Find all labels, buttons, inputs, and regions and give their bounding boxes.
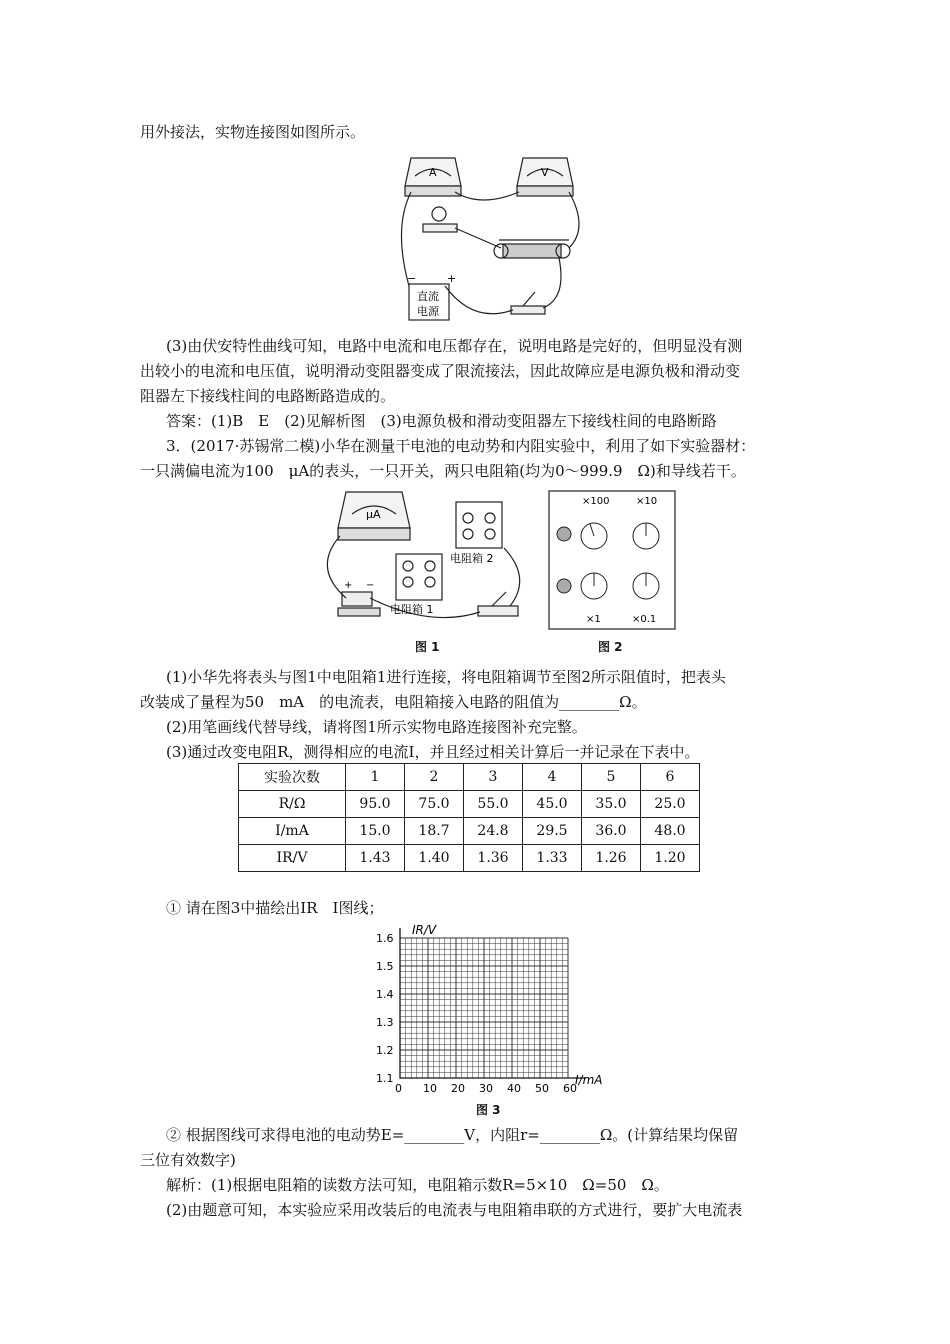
battery-minus: −	[366, 580, 375, 591]
x-tick-label: 50	[535, 1082, 549, 1095]
table-cell: 5	[582, 764, 641, 791]
text-line: ① 请在图3中描绘出IR I图线；	[166, 899, 384, 917]
table-cell: 55.0	[464, 791, 523, 818]
text-line: (3)通过改变电阻R，测得相应的电流I，并且经过相关计算后一并记录在下表中。	[166, 743, 700, 761]
table-cell: 1.33	[523, 845, 582, 872]
text-line: 答案：(1)B E (2)见解析图 (3)电源负极和滑动变阻器左下接线柱间的电路断路	[166, 412, 717, 430]
table-cell: 35.0	[582, 791, 641, 818]
table-row	[239, 845, 700, 872]
x-tick-label: 30	[479, 1082, 493, 1095]
text-line: (2)由题意可知，本实验应采用改装后的电流表与电阻箱串联的方式进行，要扩大电流表	[166, 1201, 743, 1219]
text-line: 3．(2017·苏锡常二模)小华在测量干电池的电动势和内阻实验中，利用了如下实验器材：	[166, 437, 756, 455]
table-cell: 1	[346, 764, 405, 791]
table-cell: R/Ω	[239, 791, 346, 818]
dial-x10-label: ×10	[636, 496, 658, 507]
table-cell: 95.0	[346, 791, 405, 818]
microammeter-label: μA	[366, 508, 381, 521]
table-cell: IR/V	[239, 845, 346, 872]
table-cell: 18.7	[405, 818, 464, 845]
table-cell: 1.40	[405, 845, 464, 872]
text-line: 三位有效数字)	[140, 1151, 236, 1169]
battery-plus: +	[344, 580, 353, 591]
text-line: (2)用笔画线代替导线，请将图1所示实物电路连接图补充完整。	[166, 718, 587, 736]
text-line: 解析：(1)根据电阻箱的读数方法可知，电阻箱示数R=5×10 Ω=50 Ω。	[166, 1176, 669, 1194]
table-cell: 45.0	[523, 791, 582, 818]
text-line: (1)小华先将表头与图1中电阻箱1进行连接，将电阻箱调节至图2所示阻值时，把表头	[166, 668, 726, 686]
table-cell: 3	[464, 764, 523, 791]
x-tick-label: 20	[451, 1082, 465, 1095]
dial-x100-label: ×100	[582, 496, 610, 507]
table-cell: 25.0	[641, 791, 700, 818]
text-line: 一只满偏电流为100 μA的表头，一只开关，两只电阻箱(均为0～999.9 Ω)和导线若干。	[140, 462, 746, 480]
table-cell: 75.0	[405, 791, 464, 818]
table-cell: 1.26	[582, 845, 641, 872]
table-cell: 实验次数	[239, 764, 346, 791]
text-line: ② 根据图线可求得电池的电动势E=________V，内阻r=________Ω。(计算结果均保留	[166, 1126, 739, 1144]
table-cell: 29.5	[523, 818, 582, 845]
x-tick-label: 10	[423, 1082, 437, 1095]
voltmeter-label: V	[541, 166, 549, 179]
table-cell: I/mA	[239, 818, 346, 845]
text-line: 改装成了量程为50 mA 的电流表，电阻箱接入电路的阻值为________Ω。	[140, 693, 647, 711]
y-tick-label: 1.3	[376, 1016, 394, 1029]
y-tick-label: 1.4	[376, 988, 394, 1001]
dial-x1-label: ×1	[586, 614, 601, 625]
table-cell: 24.8	[464, 818, 523, 845]
figure-1-circuit	[310, 488, 540, 634]
data-table	[238, 763, 700, 872]
table-cell: 2	[405, 764, 464, 791]
y-tick-label: 1.6	[376, 932, 394, 945]
table-cell: 48.0	[641, 818, 700, 845]
minus-label: −	[407, 272, 417, 285]
text-line: 阻器左下接线柱间的电路断路造成的。	[140, 387, 396, 405]
x-tick-label: 40	[507, 1082, 521, 1095]
figure-3-label: 图 3	[476, 1103, 501, 1117]
source-label-1: 直流	[417, 290, 439, 303]
dial-x01-label: ×0.1	[632, 614, 657, 625]
x-tick-label: 60	[563, 1082, 577, 1095]
box2-label: 电阻箱 2	[450, 552, 494, 565]
y-tick-label: 1.1	[376, 1072, 394, 1085]
circuit-diagram	[383, 148, 593, 326]
table-cell: 36.0	[582, 818, 641, 845]
y-tick-label: 1.2	[376, 1044, 394, 1057]
figure-1-label: 图 1	[415, 640, 440, 654]
figure-3-grid-chart	[370, 922, 620, 1118]
table-cell: 1.36	[464, 845, 523, 872]
box1-label: 电阻箱 1	[390, 603, 434, 616]
plus-label: +	[447, 272, 457, 285]
table-header-row	[239, 764, 700, 791]
table-cell: 6	[641, 764, 700, 791]
x-tick-label: 0	[395, 1082, 402, 1095]
text-line: (3)由伏安特性曲线可知，电路中电流和电压都存在，说明电路是完好的，但明显没有测	[166, 337, 743, 355]
table-cell: 4	[523, 764, 582, 791]
table-cell: 15.0	[346, 818, 405, 845]
source-label-2: 电源	[417, 305, 439, 318]
table-row	[239, 791, 700, 818]
figure-2-label: 图 2	[598, 640, 623, 654]
x-axis-label: I/mA	[575, 1073, 603, 1087]
table-cell: 1.43	[346, 845, 405, 872]
text-line: 用外接法，实物连接图如图所示。	[140, 123, 366, 141]
text-line: 出较小的电流和电压值，说明滑动变阻器变成了限流接法，因此故障应是电源负极和滑动变	[140, 362, 741, 380]
table-cell: 1.20	[641, 845, 700, 872]
y-axis-label: IR/V	[412, 923, 437, 937]
y-tick-label: 1.5	[376, 960, 394, 973]
table-row	[239, 818, 700, 845]
ammeter-label: A	[429, 166, 437, 179]
figure-2-resistance-box	[548, 490, 676, 630]
